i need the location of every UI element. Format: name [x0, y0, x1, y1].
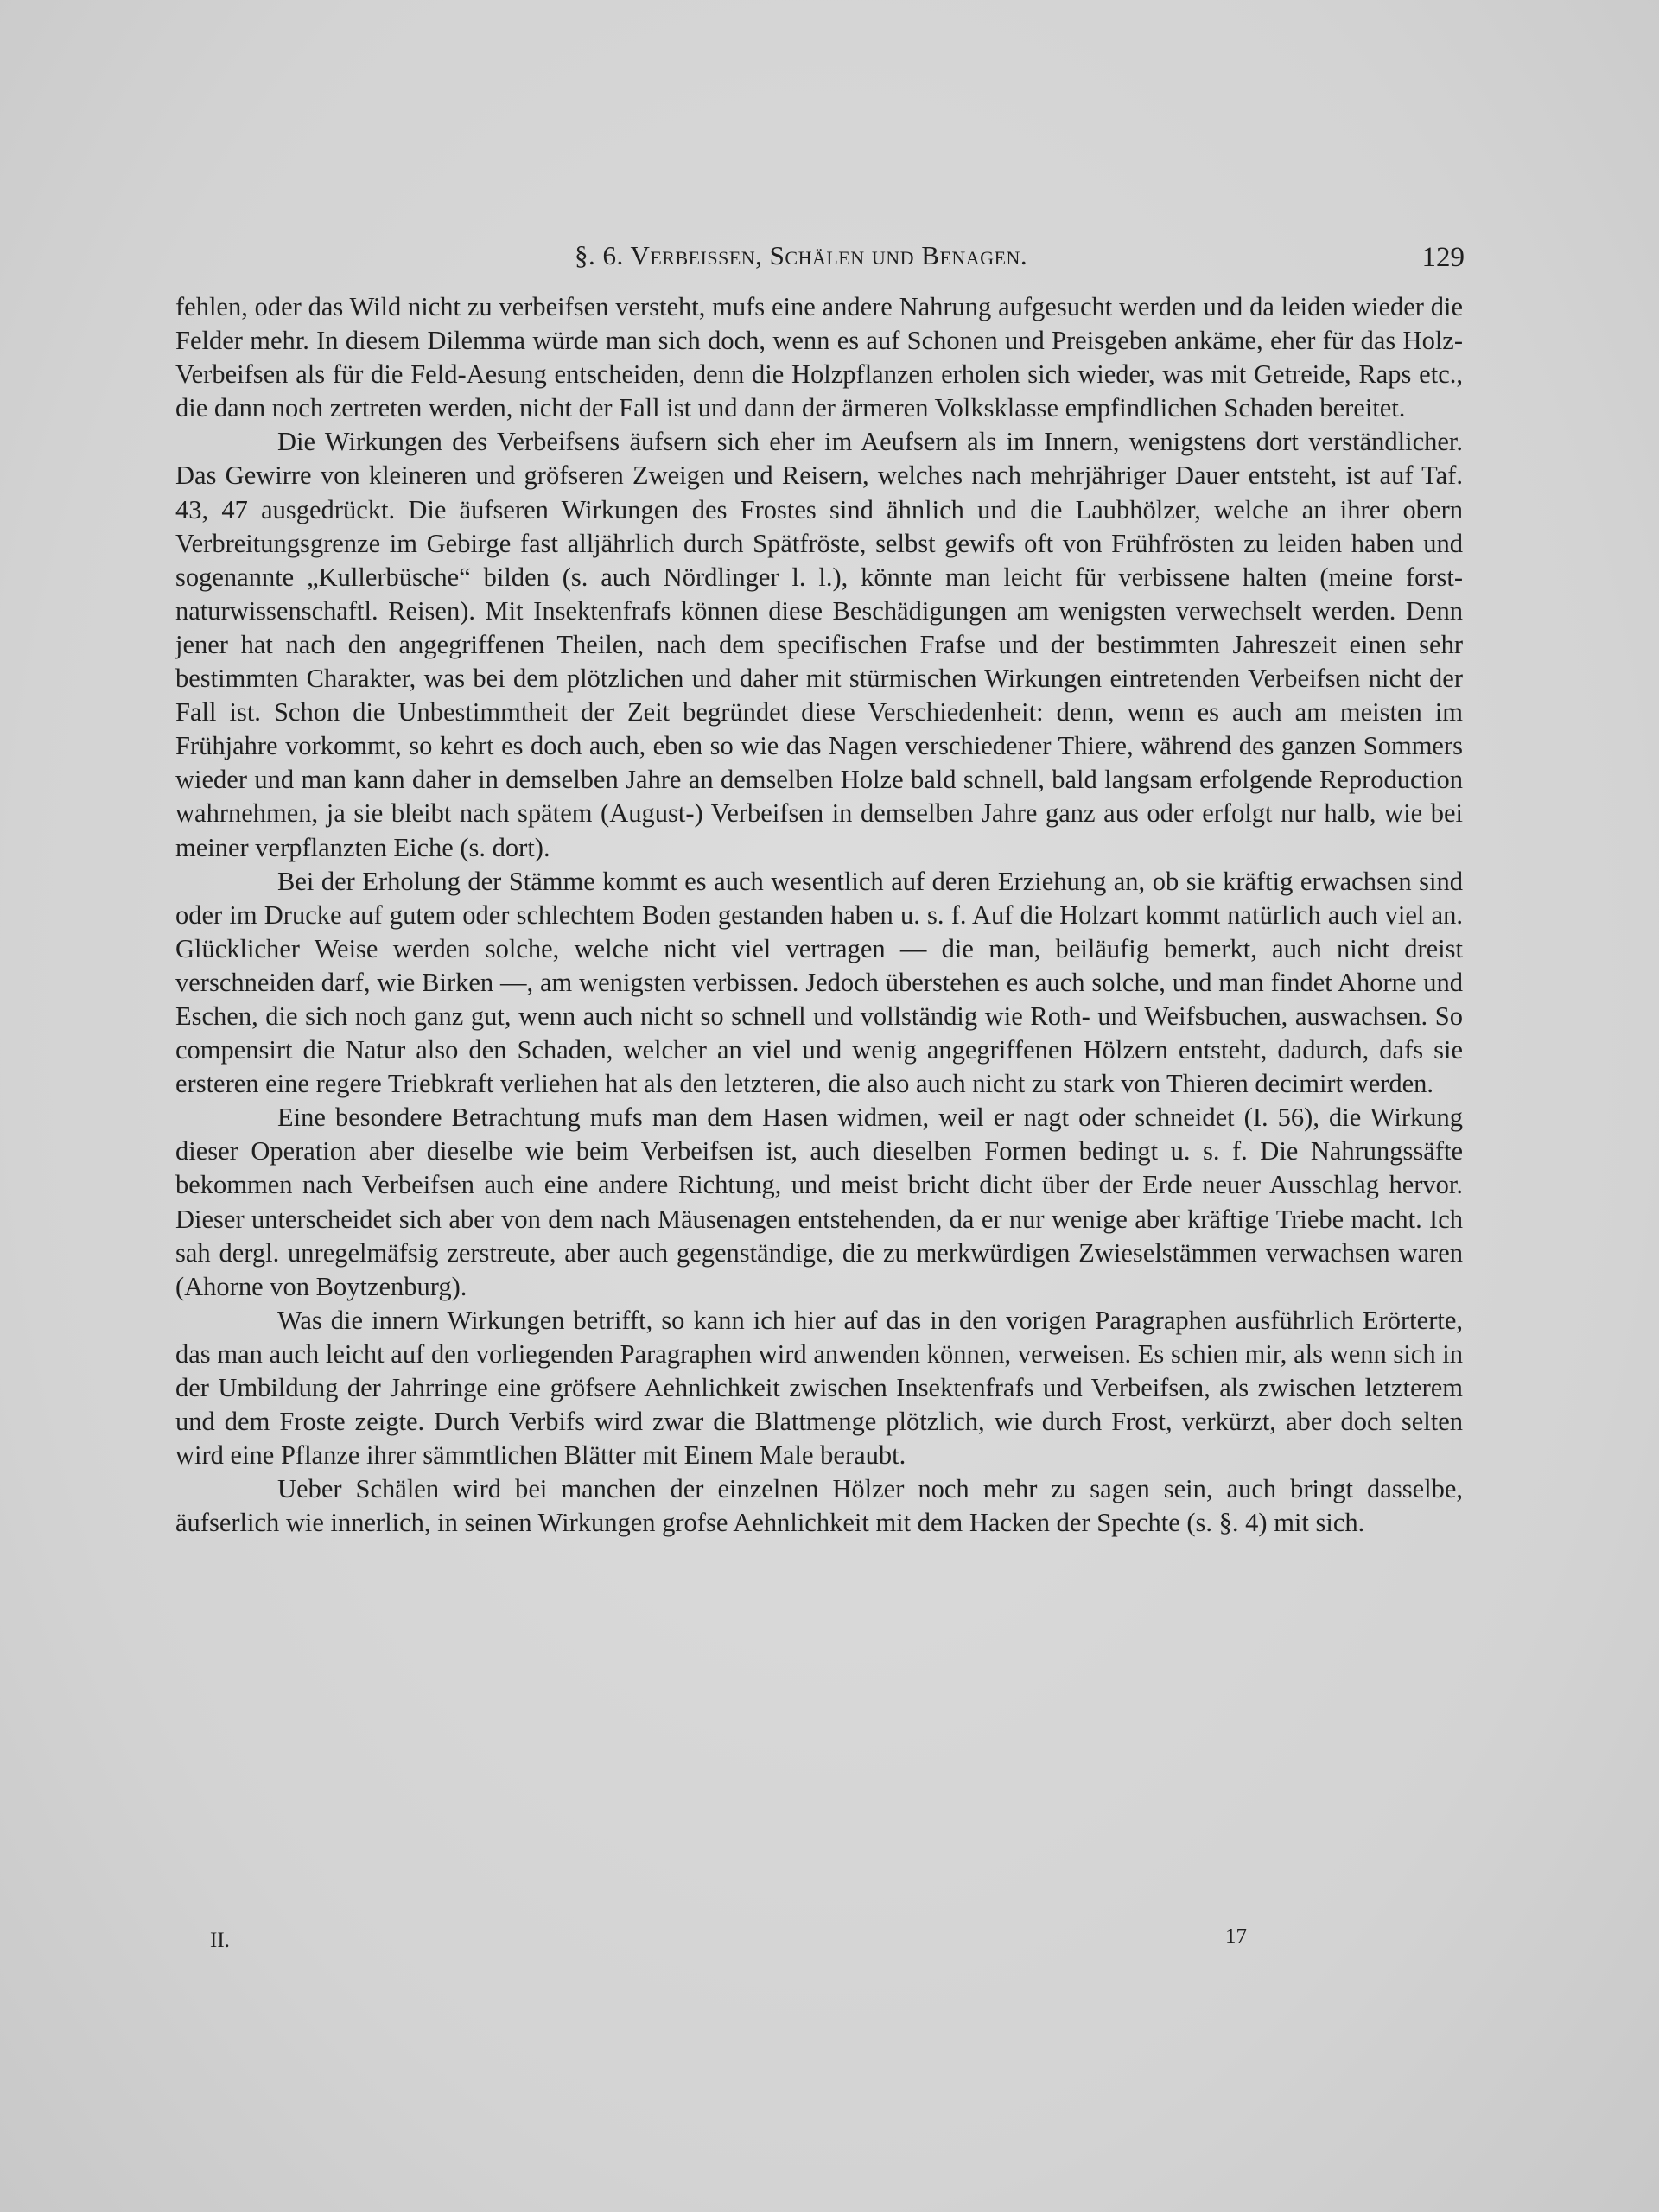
signature-mark: 17 [1225, 1925, 1247, 1948]
running-head: §. 6. Verbeissen, Schälen und Benagen. [575, 240, 1028, 270]
page-number: 129 [1421, 242, 1465, 273]
paragraph: Ueber Schälen wird bei manchen der einzelnen Hölzer noch mehr zu sagen sein, auch bringt dasselbe, äufserlich wie innerlich, in seinen Wirkungen grofse Aehnlichkeit mit dem Hacken der Spechte (s. §. 4) mit sich. [175, 1474, 1463, 1538]
paragraph: Was die innern Wirkungen betrifft, so kann ich hier auf das in den vorigen Paragraphen ausführlich Erörterte, das man auch leicht auf den vorliegenden Paragraphen wird anwenden können, verweisen. Es schien mir, als wenn sich in der Umbildung der Jahrringe eine gröfsere Aehnlichkeit zwischen Insektenfrafs und Verbeifsen, als zwischen letzterem und dem Froste zeigte. Durch Verbifs wird zwar die Blattmenge plötzlich, wie durch Frost, verkürzt, aber doch selten wird eine Pflanze ihrer sämmtlichen Blätter mit Einem Male beraubt. [175, 1305, 1463, 1471]
volume-mark: II. [210, 1929, 230, 1952]
body-text [175, 290, 1463, 1540]
paragraph: Eine besondere Betrachtung mufs man dem Hasen widmen, weil er nagt oder schneidet (I. 56), die Wirkung dieser Operation aber dieselbe wie beim Verbeifsen ist, auch dieselben Formen bedingt u. s. f. Die Nahrungssäfte bekommen nach Verbeifsen auch eine andere Richtung, und meist bricht dicht über der Erde neuer Ausschlag hervor. Dieser unterscheidet sich aber von dem nach Mäusenagen entstehenden, da er nur wenige aber kräftige Triebe macht. Ich sah dergl. unregelmäfsig zerstreute, aber auch gegenständige, die zu merkwürdigen Zwieselstämmen verwachsen waren (Ahorne von Boytzenburg). [175, 1103, 1463, 1301]
paragraph: Bei der Erholung der Stämme kommt es auch wesentlich auf deren Erziehung an, ob sie kräftig erwachsen sind oder im Drucke auf gutem oder schlechtem Boden gestanden haben u. s. f. Auf die Holzart kommt natürlich auch viel an. Glücklicher Weise werden solche, welche nicht viel vertragen — die man, beiläufig bemerkt, auch nicht dreist verschneiden darf, wie Birken —, am wenigsten verbissen. Jedoch überstehen es auch solche, und man findet Ahorne und Eschen, die sich noch ganz gut, wenn auch nicht so schnell und vollständig wie Roth- und Weifsbuchen, auswachsen. So compensirt die Natur also den Schaden, welcher an viel und wenig angegriffenen Hölzern entsteht, dadurch, dafs sie ersteren eine regere Triebkraft verliehen hat als den letzteren, die also auch nicht zu stark von Thieren decimirt werden. [175, 866, 1463, 1099]
paragraph: fehlen, oder das Wild nicht zu verbeifsen versteht, mufs eine andere Nahrung aufgesucht werden und da leiden wieder die Felder mehr. In diesem Dilemma würde man sich doch, wenn es auf Schonen und Preisgeben ankäme, eher für das Holz-Verbeifsen als für die Feld-Aesung entscheiden, denn die Holzpflanzen erholen sich wieder, was mit Getreide, Raps etc., die dann noch zertreten werden, nicht der Fall ist und dann der ärmeren Volksklasse empfindlichen Schaden bereitet. [175, 292, 1463, 423]
paragraph: Die Wirkungen des Verbeifsens äufsern sich eher im Aeufsern als im Innern, wenigstens dort verständlicher. Das Gewirre von kleineren und gröfseren Zweigen und Reisern, welches nach mehrjähriger Dauer entsteht, ist auf Taf. 43, 47 ausgedrückt. Die äufseren Wirkungen des Frostes sind ähnlich und die Laubhölzer, welche an ihrer obern Verbreitungsgrenze im Gebirge fast alljährlich durch Spätfröste, selbst gewifs oft von Frühfrösten zu leiden haben und sogenannte „Kullerbüsche“ bilden (s. auch Nördlinger l. l.), könnte man leicht für verbissene halten (meine forst-naturwissenschaftl. Reisen). Mit Insektenfrafs können diese Beschädigungen am wenigsten verwechselt werden. Denn jener hat nach den angegriffenen Theilen, nach dem specifischen Frafse und der bestimmten Jahreszeit einen sehr bestimmten Charakter, was bei dem plötzlichen und daher mit stürmischen Wirkungen eintretenden Verbeifsen nicht der Fall ist. Schon die Unbestimmtheit der Zeit begründet diese Verschiedenheit: denn, wenn es auch am meisten im Frühjahre vorkommt, so kehrt es doch auch, eben so wie das Nagen verschiedener Thiere, während des ganzen Sommers wieder und man kann daher in demselben Jahre an demselben Holze bald schnell, bald langsam erfolgende Reproduction wahrnehmen, ja sie bleibt nach spätem (August-) Verbeifsen in demselben Jahre ganz aus oder erfolgt nur halb, wie bei meiner verpflanzten Eiche (s. dort). [175, 427, 1463, 862]
page-header [177, 240, 1465, 283]
